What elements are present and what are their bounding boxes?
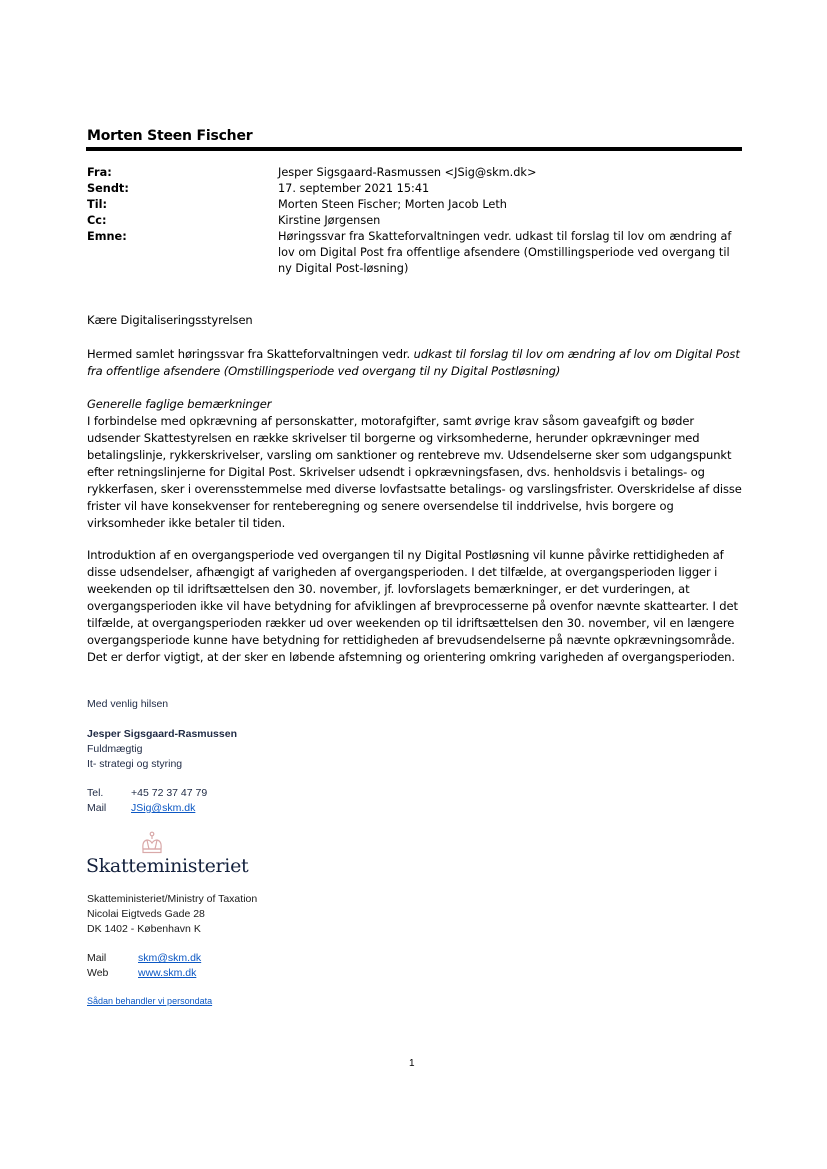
header-value: Morten Steen Fischer; Morten Jacob Leth	[278, 198, 507, 211]
header-sent	[87, 181, 747, 197]
org-line: Nicolai Eigtveds Gade 28	[87, 908, 205, 920]
tel-value: +45 72 37 47 79	[131, 787, 208, 799]
email-headers	[87, 165, 747, 277]
intro-text: Hermed samlet høringssvar fra Skatteforvaltningen vedr.	[87, 347, 414, 361]
org-mail-label: Mail	[87, 952, 107, 964]
header-from	[87, 165, 747, 181]
web-link[interactable]: www.skm.dk	[138, 967, 197, 979]
privacy-link[interactable]: Sådan behandler vi persondata	[87, 996, 213, 1006]
tel-label: Tel.	[87, 787, 104, 799]
organization-address	[87, 892, 257, 937]
mail-row	[87, 801, 207, 816]
header-value: Jesper Sigsgaard-Rasmussen <JSig@skm.dk>	[278, 166, 537, 179]
paragraph-2: Introduktion af en overgangsperiode ved overgangen til ny Digital Postløsning vil kunne påvirke rettidigheden af disse udsendelser, afhængigt af varigheden af overgangsperioden. I det tilfælde, at overgangsperioden ligger i weekenden op til idriftsættelsen den 30. november, jf. lovforslagets bemærkninger, er det vurderingen, at overgangsperioden ikke vil have betydning for afviklingen af brevprocesserne på ovenfor nævnte skattearter. I det tilfælde, at overgangsperioden rækker ud over weekenden op til idriftsættelsen den 30. november, vil en længere overgangsperiode kunne have betydning for rettidigheden af brevudsendelserne på nævnte opkrævningsområde. Det er derfor vigtigt, at der sker en løbende afstemning og orientering omkring varigheden af overgangsperioden.	[87, 548, 738, 664]
org-contact-block	[87, 951, 201, 981]
sender-name: Morten Steen Fischer	[87, 128, 253, 144]
header-label: Emne:	[87, 230, 127, 243]
mail-label: Mail	[87, 802, 107, 814]
web-row	[87, 966, 201, 981]
logo-text: Skatteministeriet	[86, 855, 249, 877]
header-value: 17. september 2021 15:41	[278, 182, 430, 195]
contact-block	[87, 786, 207, 816]
intro-paragraph	[87, 346, 747, 380]
org-mail-link[interactable]: skm@skm.dk	[138, 952, 202, 964]
section-heading: Generelle faglige bemærkninger	[87, 397, 272, 411]
signature-title: Fuldmægtig	[87, 743, 143, 755]
header-label: Fra:	[87, 166, 112, 179]
header-value: Kirstine Jørgensen	[278, 214, 381, 227]
org-line: Skatteministeriet/Ministry of Taxation	[87, 893, 258, 905]
greeting: Kære Digitaliseringsstyrelsen	[87, 313, 253, 327]
tel-row	[87, 786, 207, 801]
org-mail-row	[87, 951, 201, 966]
header-label: Til:	[87, 198, 107, 211]
org-line: DK 1402 - København K	[87, 923, 201, 935]
crown-icon	[134, 831, 170, 855]
skatteministeriet-logo	[86, 831, 256, 879]
header-label: Cc:	[87, 214, 107, 227]
header-rule	[86, 147, 742, 151]
signature-name: Jesper Sigsgaard-Rasmussen	[87, 728, 237, 740]
header-label: Sendt:	[87, 182, 129, 195]
signature-department: It- strategi og styring	[87, 758, 183, 770]
closing: Med venlig hilsen	[87, 698, 169, 710]
mail-link[interactable]: JSig@skm.dk	[131, 802, 196, 814]
header-value: Høringssvar fra Skatteforvaltningen vedr. udkast til forslag til lov om ændring af lov om Digital Post fra offentlige afsendere (Omstillingsperiode ved overgang til ny Digital Post-løsning)	[278, 230, 732, 275]
paragraph-1: I forbindelse med opkrævning af personskatter, motorafgifter, samt øvrige krav såsom gaveafgift og bøder udsender Skattestyrelsen en række skrivelser til borgerne og virksomhederne, herunder opkrævninger med betalingslinje, rykkerskrivelser, varsling om sanktioner og rentebreve mv. Udsendelserne sker som udgangspunkt efter retningslinjerne for Digital Post. Skrivelser udsendt i opkrævningsfasen, dvs. henholdsvis i betalings- og rykkerfasen, sker i overensstemmelse med diverse lovfastsatte betalings- og varslingsfrister. Overskridelse af disse frister vil have konsekvenser for renteberegning og senere oversendelse til inddrivelse, hvis borgere og virksomheder ikke betaler til tiden.	[87, 414, 742, 530]
header-cc	[87, 213, 747, 229]
intro-italic: udkast til forslag til lov om ændring af lov om Digital Post fra offentlige afsendere (Omstillingsperiode ved overgang til ny Digital Postløsning)	[87, 347, 740, 378]
signature-block	[87, 727, 237, 772]
web-label: Web	[87, 967, 109, 979]
header-subject	[87, 229, 747, 277]
page-number: 1	[409, 1058, 415, 1069]
header-to	[87, 197, 747, 213]
